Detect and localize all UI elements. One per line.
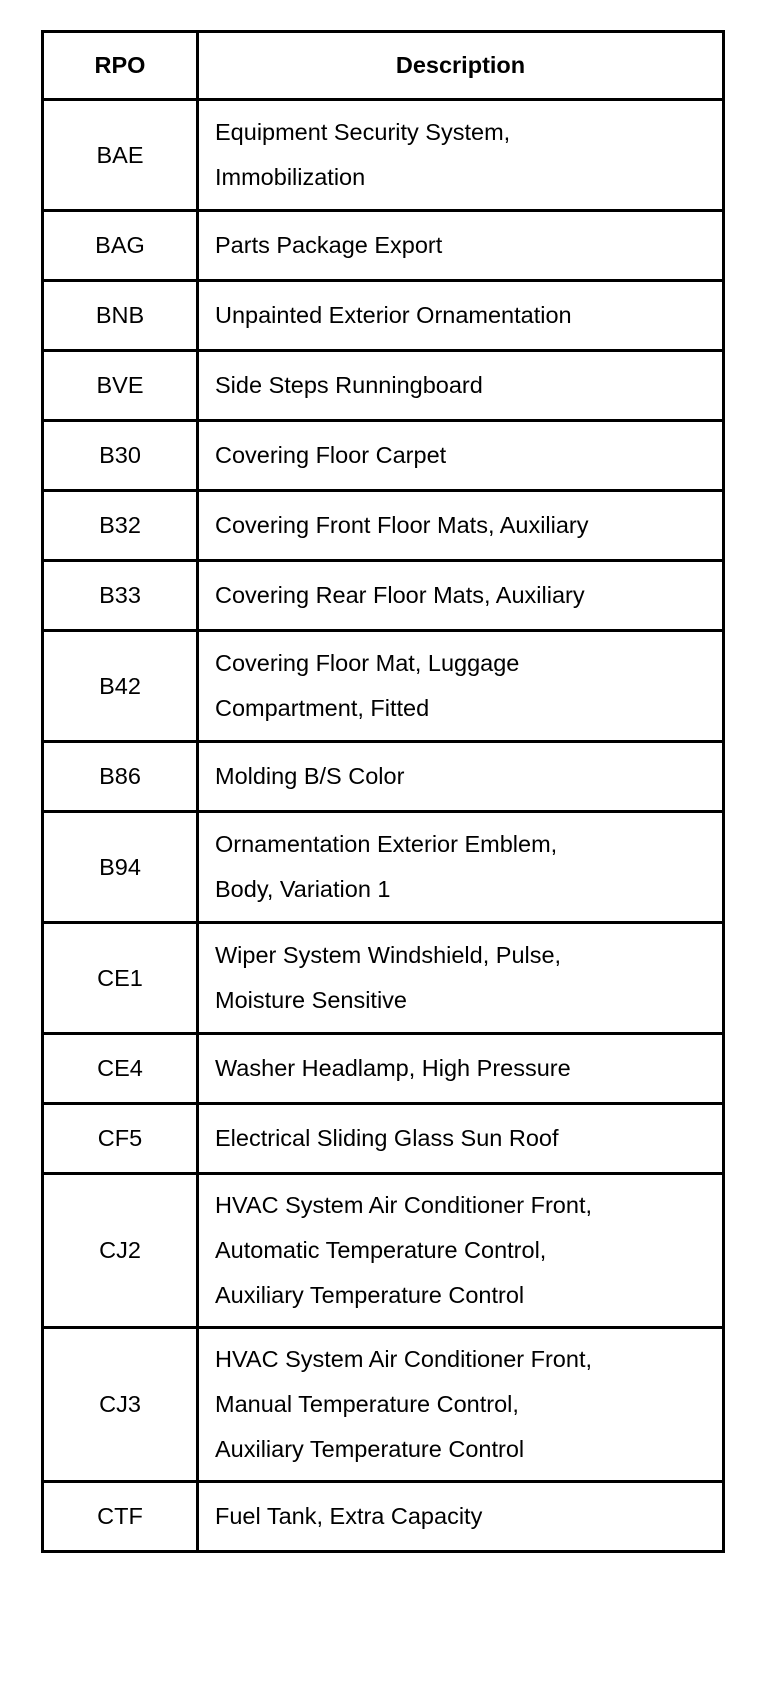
table-row bbox=[43, 100, 724, 211]
table-row bbox=[43, 1482, 724, 1552]
rpo-code-cell: CTF bbox=[43, 1482, 198, 1552]
table-row bbox=[43, 923, 724, 1034]
table-row bbox=[43, 491, 724, 561]
table-row bbox=[43, 1034, 724, 1104]
table-row bbox=[43, 1174, 724, 1328]
description-cell: HVAC System Air Conditioner Front, Automatic Temperature Control, Auxiliary Temperature Control bbox=[198, 1174, 724, 1328]
table-row bbox=[43, 211, 724, 281]
description-cell: Covering Rear Floor Mats, Auxiliary bbox=[198, 561, 724, 631]
table-header bbox=[43, 32, 724, 100]
rpo-code-cell: B33 bbox=[43, 561, 198, 631]
rpo-code-cell: BAG bbox=[43, 211, 198, 281]
table-row bbox=[43, 812, 724, 923]
rpo-table bbox=[41, 30, 725, 1553]
rpo-column-header: RPO bbox=[43, 32, 198, 100]
rpo-code-cell: BNB bbox=[43, 281, 198, 351]
rpo-code-cell: B86 bbox=[43, 742, 198, 812]
header-row bbox=[43, 32, 724, 100]
description-cell: Parts Package Export bbox=[198, 211, 724, 281]
description-cell: Electrical Sliding Glass Sun Roof bbox=[198, 1104, 724, 1174]
rpo-code-cell: CE1 bbox=[43, 923, 198, 1034]
description-cell: Side Steps Runningboard bbox=[198, 351, 724, 421]
description-column-header: Description bbox=[198, 32, 724, 100]
description-cell: Covering Floor Mat, Luggage Compartment, Fitted bbox=[198, 631, 724, 742]
table-row bbox=[43, 561, 724, 631]
table-row bbox=[43, 1328, 724, 1482]
table-row bbox=[43, 742, 724, 812]
description-cell: Molding B/S Color bbox=[198, 742, 724, 812]
description-cell: Wiper System Windshield, Pulse, Moisture Sensitive bbox=[198, 923, 724, 1034]
description-cell: HVAC System Air Conditioner Front, Manual Temperature Control, Auxiliary Temperature Control bbox=[198, 1328, 724, 1482]
rpo-code-cell: CJ3 bbox=[43, 1328, 198, 1482]
description-cell: Covering Front Floor Mats, Auxiliary bbox=[198, 491, 724, 561]
table-row bbox=[43, 351, 724, 421]
description-cell: Unpainted Exterior Ornamentation bbox=[198, 281, 724, 351]
table-row bbox=[43, 421, 724, 491]
table-row bbox=[43, 631, 724, 742]
table-row bbox=[43, 281, 724, 351]
table-row bbox=[43, 1104, 724, 1174]
description-cell: Fuel Tank, Extra Capacity bbox=[198, 1482, 724, 1552]
table-body bbox=[43, 100, 724, 1552]
rpo-code-cell: B42 bbox=[43, 631, 198, 742]
rpo-code-cell: B32 bbox=[43, 491, 198, 561]
rpo-code-cell: BAE bbox=[43, 100, 198, 211]
rpo-code-cell: CF5 bbox=[43, 1104, 198, 1174]
rpo-code-cell: BVE bbox=[43, 351, 198, 421]
rpo-code-cell: B30 bbox=[43, 421, 198, 491]
description-cell: Equipment Security System, Immobilization bbox=[198, 100, 724, 211]
rpo-code-cell: B94 bbox=[43, 812, 198, 923]
description-cell: Ornamentation Exterior Emblem, Body, Variation 1 bbox=[198, 812, 724, 923]
rpo-code-cell: CJ2 bbox=[43, 1174, 198, 1328]
description-cell: Covering Floor Carpet bbox=[198, 421, 724, 491]
rpo-code-cell: CE4 bbox=[43, 1034, 198, 1104]
description-cell: Washer Headlamp, High Pressure bbox=[198, 1034, 724, 1104]
